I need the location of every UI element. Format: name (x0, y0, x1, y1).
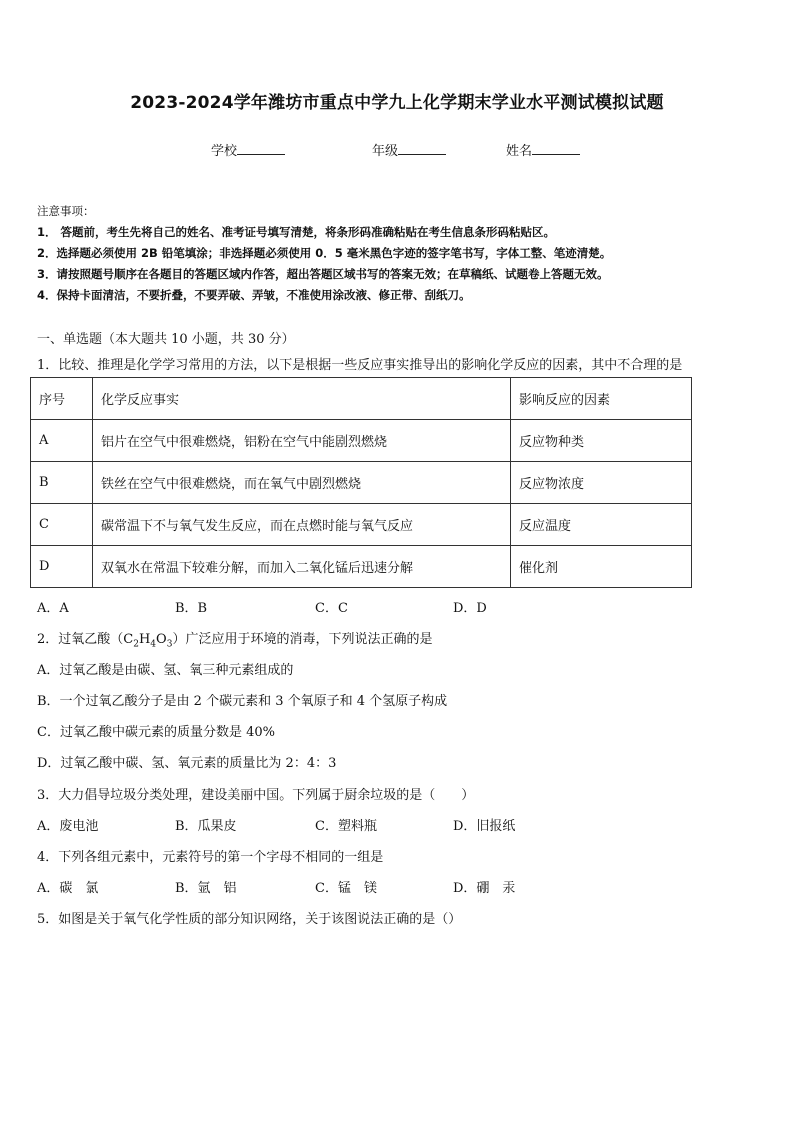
table-header-cell: 化学反应事实 (93, 378, 511, 420)
table-cell: 铝片在空气中很难燃烧，铝粉在空气中能剧烈燃烧 (93, 420, 511, 462)
formula-subscript: 4 (150, 639, 157, 650)
grade-label: 年级 (372, 144, 399, 159)
table-row (31, 546, 692, 588)
q1-stem: 1．比较、推理是化学学习常用的方法，以下是根据一些反应事实推导出的影响化学反应的因素，其中不合理的是 (37, 358, 683, 373)
q5-stem: 5．如图是关于氧气化学性质的部分知识网络，关于该图说法正确的是（） (37, 912, 462, 927)
table-cell: 反应物浓度 (511, 462, 692, 504)
table-header-cell: 影响反应的因素 (511, 378, 692, 420)
table-cell: D (31, 546, 93, 588)
option-b[interactable]: B．瓜果皮 (175, 819, 237, 834)
q4-options (37, 877, 515, 896)
school-label: 学校 (211, 144, 238, 159)
q2-stem-part: O (156, 632, 167, 647)
q2-stem-part: H (138, 632, 151, 647)
table-row (31, 504, 692, 546)
notes-heading: 注意事项： (37, 204, 95, 218)
table-cell: 铁丝在空气中很难燃烧，而在氧气中剧烈燃烧 (93, 462, 511, 504)
q1-options (37, 597, 487, 616)
table-cell: 反应物种类 (511, 420, 692, 462)
formula-subscript: 3 (166, 639, 173, 650)
grade-field (372, 140, 446, 159)
option-a[interactable]: A．碳 氯 (37, 881, 99, 896)
option-d[interactable]: D．过氧乙酸中碳、氢、氧元素的质量比为 2：4：3 (37, 756, 337, 771)
option-d[interactable]: D．D (453, 601, 487, 616)
name-blank (532, 142, 580, 155)
table-cell: A (31, 420, 93, 462)
note-item: 2．选择题必须使用 2B 铅笔填涂；非选择题必须使用 0．5 毫米黑色字迹的签字笔书写，字体工整、笔迹清楚。 (37, 246, 612, 260)
q2-stem-part: ）广泛应用于环境的消毒，下列说法正确的是 (172, 632, 433, 647)
q1-table (30, 377, 692, 588)
table-row (31, 378, 692, 420)
table-cell: 催化剂 (511, 546, 692, 588)
name-label: 姓名 (506, 144, 533, 159)
grade-blank (398, 142, 446, 155)
q2-stem-part: 2．过氧乙酸（C (37, 632, 134, 647)
name-field (506, 140, 580, 159)
option-d[interactable]: D．硼 汞 (453, 881, 516, 896)
note-item: 3．请按照题号顺序在各题目的答题区域内作答，超出答题区域书写的答案无效；在草稿纸、试题卷上答题无效。 (37, 267, 609, 281)
table-cell: 碳常温下不与氧气发生反应，而在点燃时能与氧气反应 (93, 504, 511, 546)
table-row (31, 462, 692, 504)
table-row (31, 420, 692, 462)
section-heading: 一、单选题（本大题共 10 小题，共 30 分） (37, 332, 295, 347)
option-c[interactable]: C．锰 镁 (315, 881, 377, 896)
option-a[interactable]: A．过氧乙酸是由碳、氢、氧三种元素组成的 (37, 663, 294, 678)
option-c[interactable]: C．过氧乙酸中碳元素的质量分数是 40% (37, 725, 275, 740)
formula-subscript: 2 (133, 639, 139, 650)
option-a[interactable]: A．废电池 (37, 819, 99, 834)
option-c[interactable]: C．塑料瓶 (315, 819, 377, 834)
q3-stem: 3．大力倡导垃圾分类处理，建设美丽中国。下列属于厨余垃圾的是（ ） (37, 788, 475, 803)
q3-options (37, 815, 515, 834)
table-cell: B (31, 462, 93, 504)
table-cell: 双氧水在常温下较难分解，而加入二氧化锰后迅速分解 (93, 546, 511, 588)
q4-stem: 4．下列各组元素中，元素符号的第一个字母不相同的一组是 (37, 850, 384, 865)
option-b[interactable]: B．B (175, 601, 208, 616)
option-c[interactable]: C．C (315, 601, 348, 616)
table-cell: C (31, 504, 93, 546)
page-title: 2023-2024学年潍坊市重点中学九上化学期末学业水平测试模拟试题 (130, 93, 664, 113)
school-blank (237, 142, 285, 155)
note-item: 1． 答题前，考生先将自己的姓名、准考证号填写清楚，将条形码准确粘贴在考生信息条形码粘贴区。 (37, 225, 555, 239)
option-b[interactable]: B．氩 铝 (175, 881, 237, 896)
option-d[interactable]: D．旧报纸 (453, 819, 516, 834)
note-item: 4．保持卡面清洁，不要折叠，不要弄破、弄皱，不准使用涂改液、修正带、刮纸刀。 (37, 288, 471, 302)
table-cell: 反应温度 (511, 504, 692, 546)
table-header-cell: 序号 (31, 378, 93, 420)
q2-stem (37, 628, 432, 650)
school-field (211, 140, 285, 159)
option-b[interactable]: B．一个过氧乙酸分子是由 2 个碳元素和 3 个氧原子和 4 个氢原子构成 (37, 694, 448, 709)
option-a[interactable]: A．A (37, 601, 69, 616)
